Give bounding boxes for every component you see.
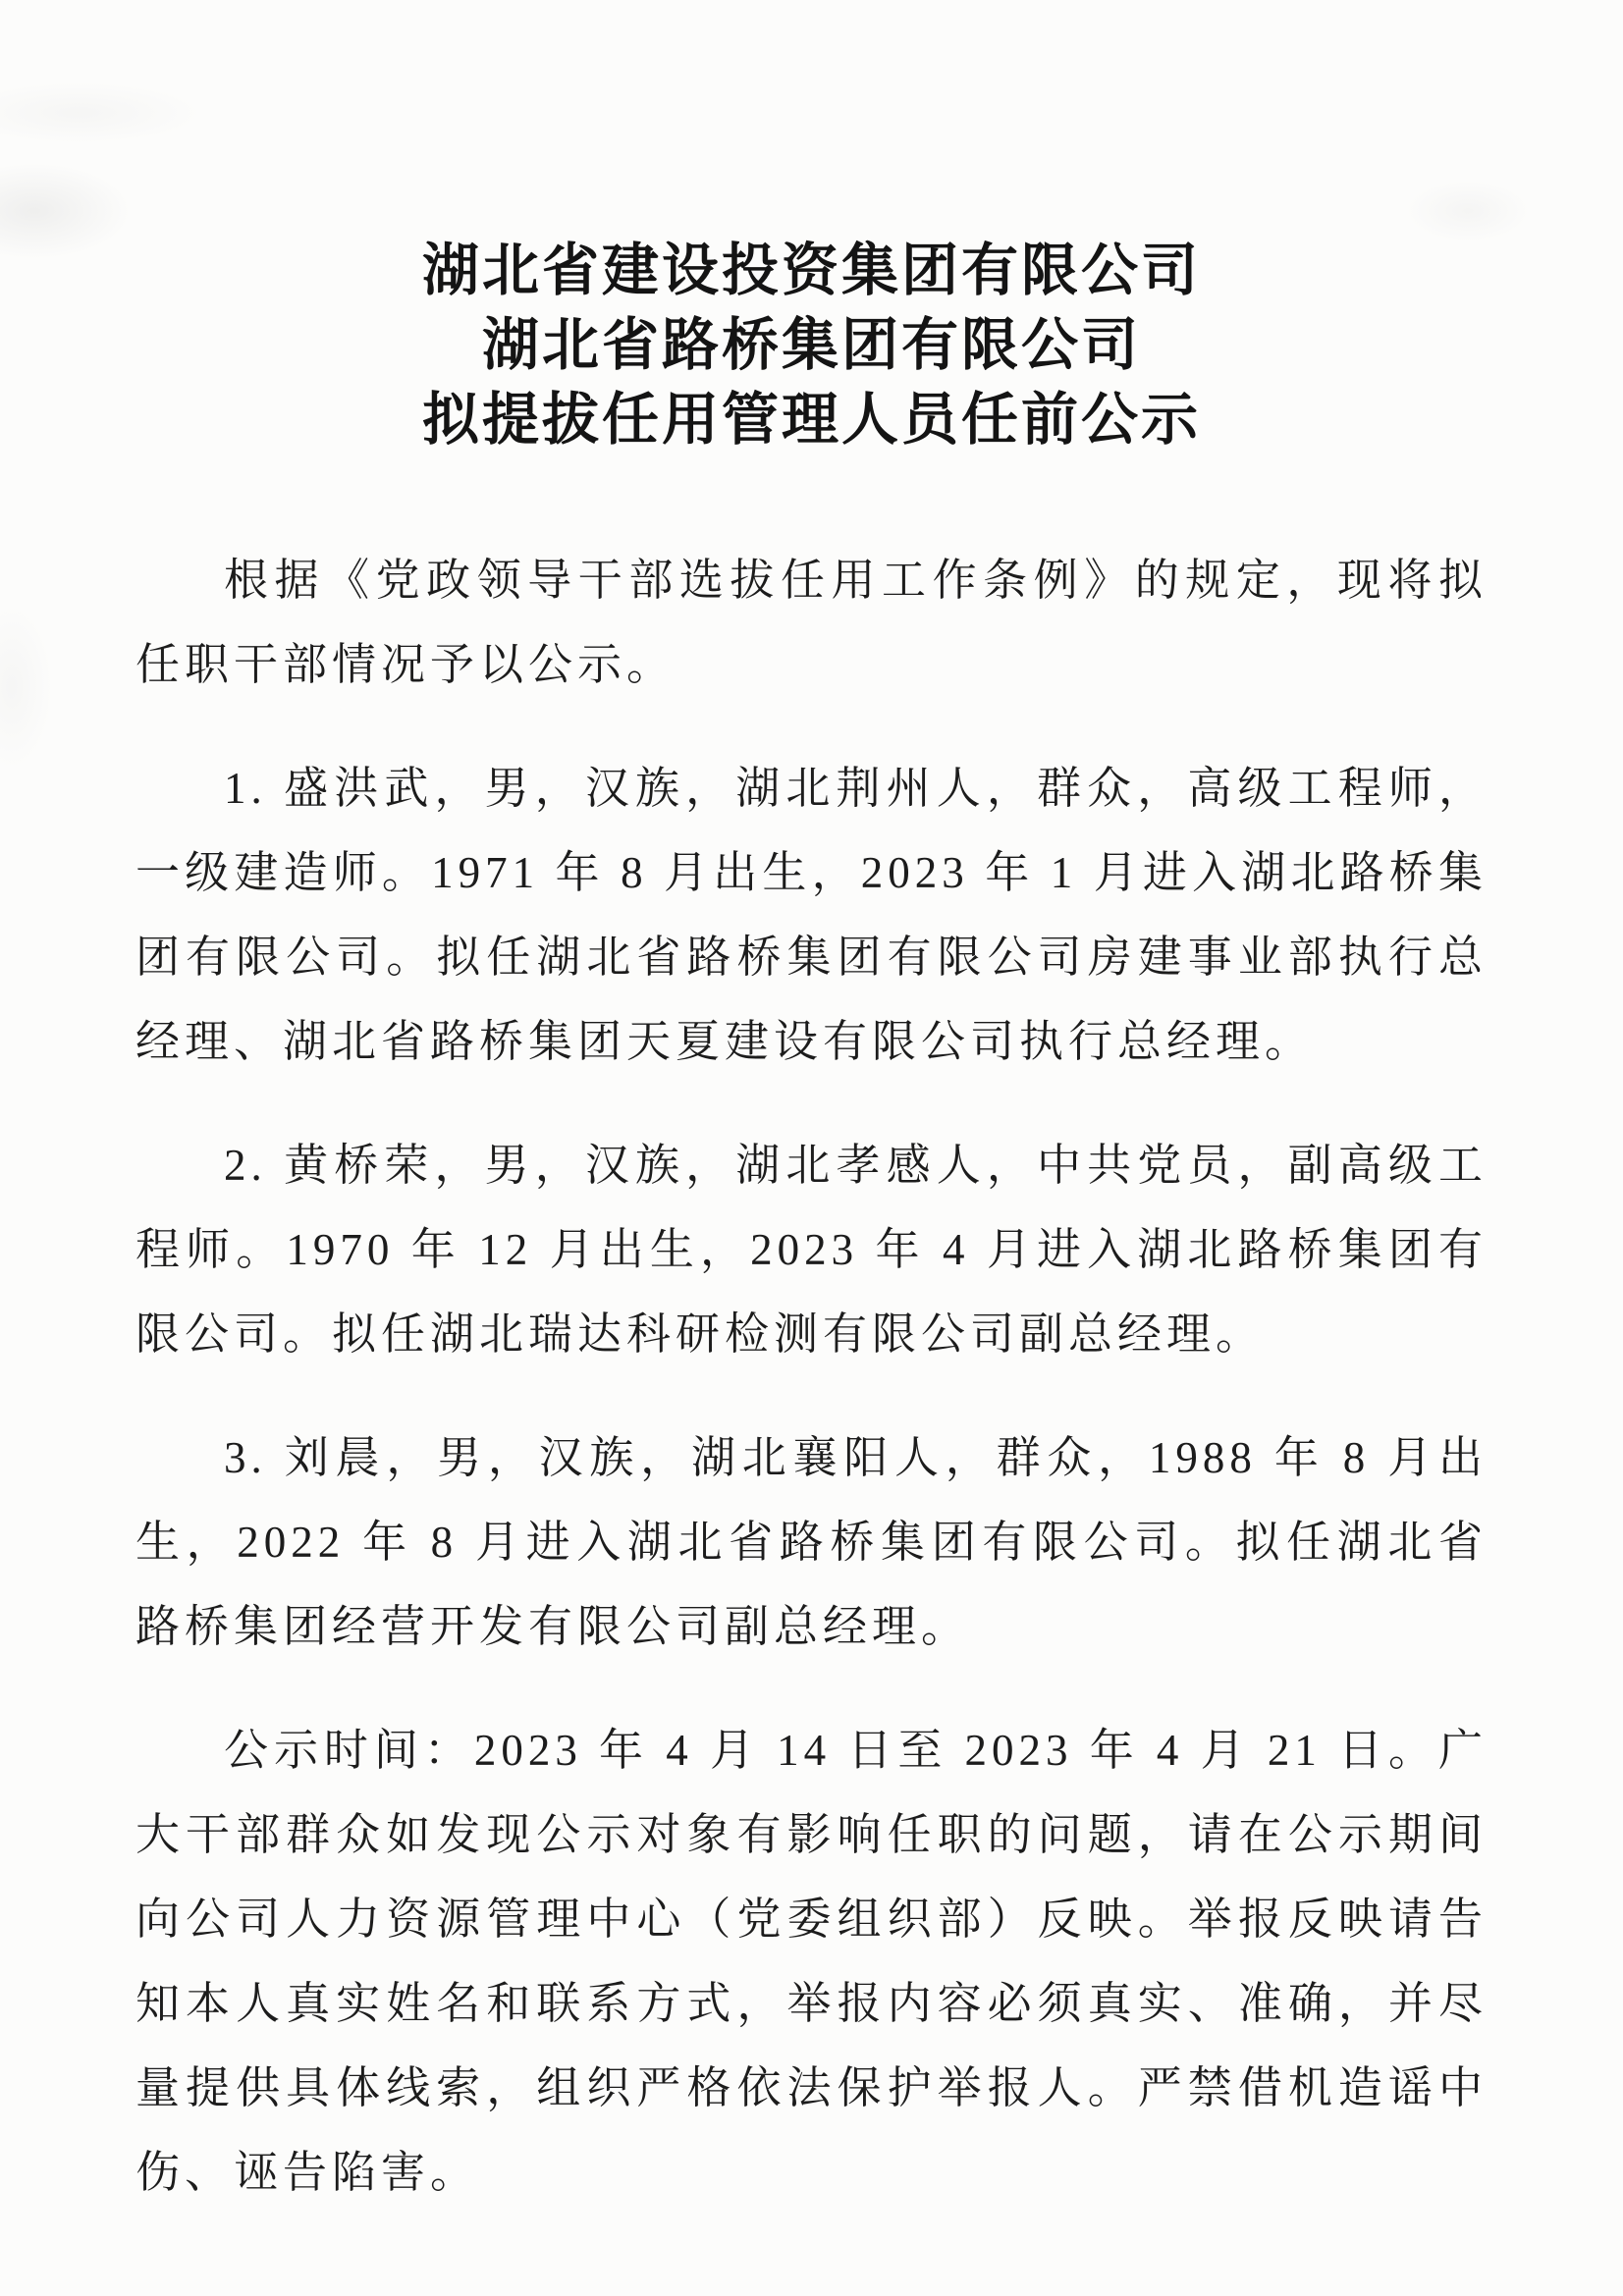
paragraph-candidate-2: 2. 黄桥荣，男，汉族，湖北孝感人，中共党员，副高级工程师。1970 年 12 月出生，2023 年 4 月进入湖北路桥集团有限公司。拟任湖北瑞达科研检测有限公司副总经理。: [135, 1141, 1488, 1359]
document-title: [135, 234, 1488, 457]
title-line-subject: 拟提拔任用管理人员任前公示: [421, 388, 1201, 452]
paragraph-intro: 根据《党政领导干部选拔任用工作条例》的规定，现将拟任职干部情况予以公示。: [135, 556, 1488, 689]
document-body: [135, 538, 1488, 2215]
paragraph-publicity-period: 公示时间：2023 年 4 月 14 日至 2023 年 4 月 21 日。广大干部群众如发现公示对象有影响任职的问题，请在公示期间向公司人力资源管理中心（党委组织部）反映。举报反映请告知本人真实姓名和联系方式，举报内容必须真实、准确，并尽量提供具体线索，组织严格依法保护举报人。严禁借机造谣中伤、诬告陷害。: [135, 1726, 1488, 2197]
paragraph-candidate-3: 3. 刘晨，男，汉族，湖北襄阳人，群众，1988 年 8 月出生，2022 年 8 月进入湖北省路桥集团有限公司。拟任湖北省路桥集团经营开发有限公司副总经理。: [135, 1433, 1488, 1651]
title-line-company-2: 湖北省路桥集团有限公司: [481, 313, 1141, 377]
title-line-company-1: 湖北省建设投资集团有限公司: [421, 239, 1201, 302]
paragraph-candidate-1: 1. 盛洪武，男，汉族，湖北荆州人，群众，高级工程师，一级建造师。1971 年 8 月出生，2023 年 1 月进入湖北路桥集团有限公司。拟任湖北省路桥集团有限公司房建事业部执行总经理、湖北省路桥集团天夏建设有限公司执行总经理。: [135, 764, 1488, 1066]
